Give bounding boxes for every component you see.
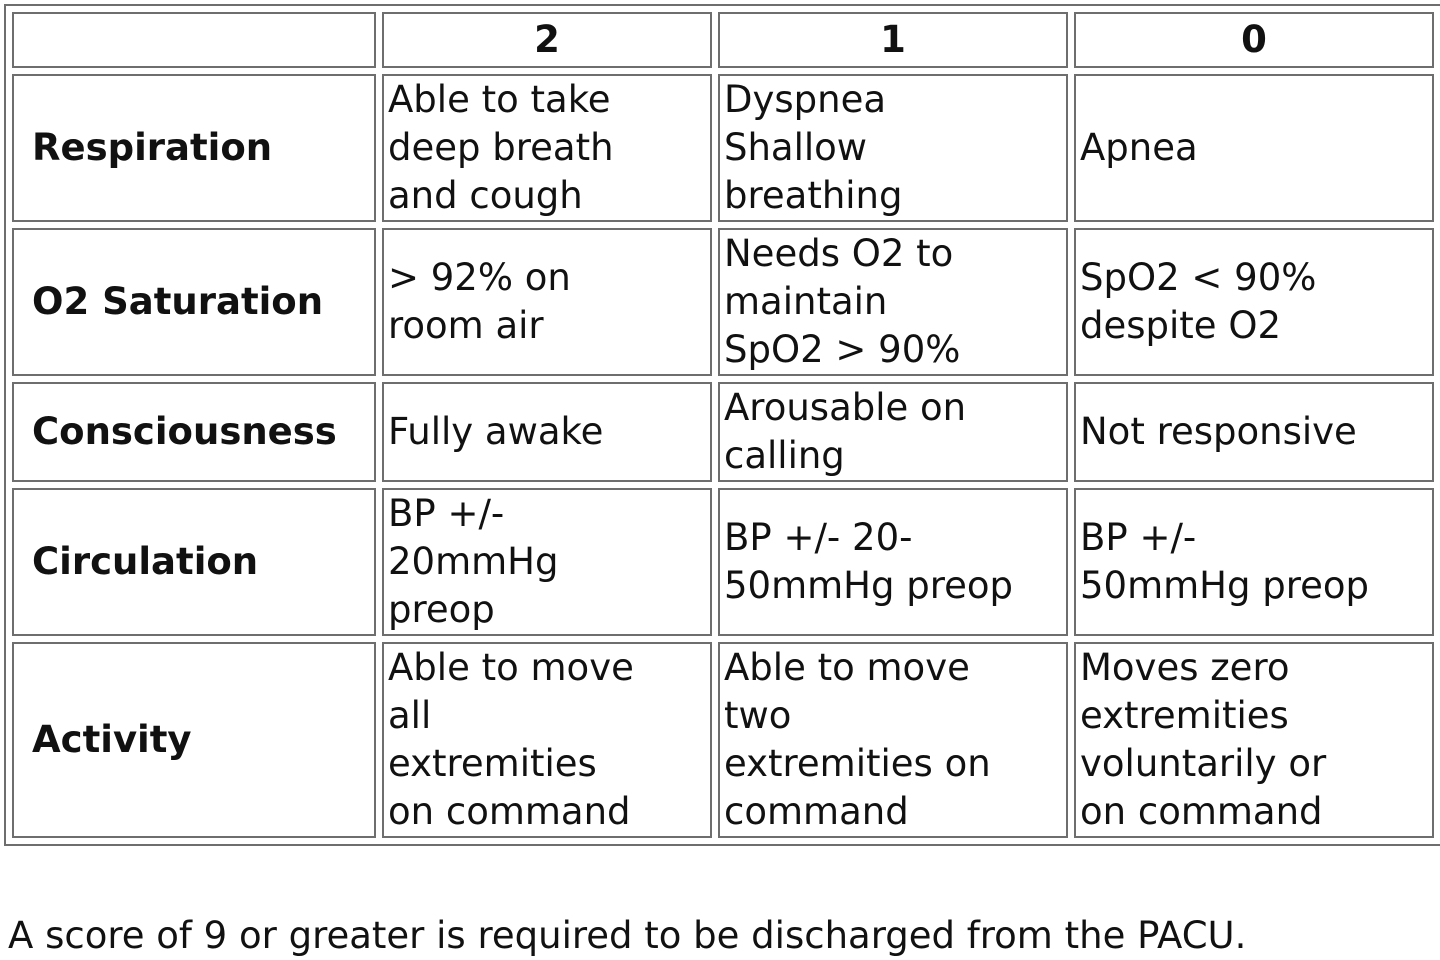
- row-label-activity: Activity: [12, 642, 376, 838]
- header-empty-cell: [12, 12, 376, 68]
- table-row-circulation: [12, 488, 1434, 636]
- row-label-o2-saturation: O2 Saturation: [12, 228, 376, 376]
- cell-consciousness-score-1: Arousable on calling: [718, 382, 1068, 482]
- discharge-footnote: A score of 9 or greater is required to be discharged from the PACU.: [8, 914, 1247, 957]
- table-row-activity: [12, 642, 1434, 838]
- table-row-respiration: [12, 74, 1434, 222]
- cell-respiration-score-2: Able to take deep breath and cough: [382, 74, 712, 222]
- header-score-0: 0: [1074, 12, 1434, 68]
- cell-respiration-score-0: Apnea: [1074, 74, 1434, 222]
- cell-consciousness-score-0: Not responsive: [1074, 382, 1434, 482]
- cell-activity-score-0: Moves zero extremities voluntarily or on command: [1074, 642, 1434, 838]
- cell-o2-score-1: Needs O2 to maintain SpO2 > 90%: [718, 228, 1068, 376]
- aldrete-score-table: [4, 4, 1440, 846]
- cell-o2-score-0: SpO2 < 90% despite O2: [1074, 228, 1434, 376]
- table-header-row: [12, 12, 1434, 68]
- cell-circulation-score-1: BP +/- 20- 50mmHg preop: [718, 488, 1068, 636]
- table-row-o2-saturation: [12, 228, 1434, 376]
- cell-circulation-score-2: BP +/- 20mmHg preop: [382, 488, 712, 636]
- cell-activity-score-2: Able to move all extremities on command: [382, 642, 712, 838]
- row-label-respiration: Respiration: [12, 74, 376, 222]
- cell-consciousness-score-2: Fully awake: [382, 382, 712, 482]
- cell-activity-score-1: Able to move two extremities on command: [718, 642, 1068, 838]
- header-score-2: 2: [382, 12, 712, 68]
- table-row-consciousness: [12, 382, 1434, 482]
- header-score-1: 1: [718, 12, 1068, 68]
- cell-circulation-score-0: BP +/- 50mmHg preop: [1074, 488, 1434, 636]
- row-label-consciousness: Consciousness: [12, 382, 376, 482]
- cell-respiration-score-1: Dyspnea Shallow breathing: [718, 74, 1068, 222]
- row-label-circulation: Circulation: [12, 488, 376, 636]
- cell-o2-score-2: > 92% on room air: [382, 228, 712, 376]
